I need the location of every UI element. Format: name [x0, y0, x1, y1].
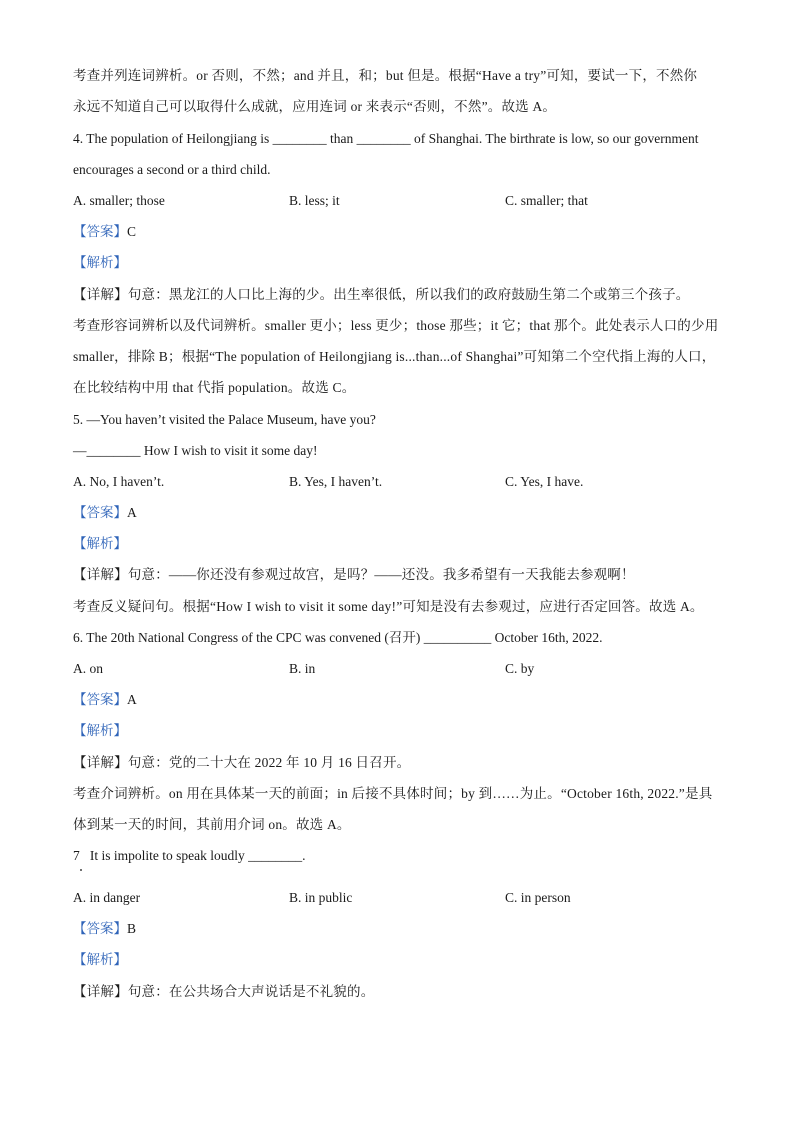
q6-analysis — [73, 722, 127, 740]
q6-detail — [73, 754, 410, 772]
q5-detail-text: 句意：——你还没有参观过故宫，是吗？——还没。我多希望有一天我能去参观啊！ — [127, 567, 635, 582]
q4-answer — [73, 223, 136, 241]
q6-detail-text: 句意：党的二十大在 2022 年 10 月 16 日召开。 — [127, 755, 411, 770]
q5-option-b: B. Yes, I haven’t. — [289, 474, 383, 489]
detail-tag: 【详解】 — [73, 984, 128, 999]
q4-detail-text: 句意：黑龙江的人口比上海的少。出生率很低，所以我们的政府鼓励生第二个或第三个孩子。 — [127, 287, 690, 302]
detail-tag: 【详解】 — [73, 755, 128, 770]
q5-answer-value: A — [127, 505, 137, 520]
q5-option-c: C. Yes, I have. — [505, 474, 584, 489]
q6-option-b: B. in — [289, 661, 316, 676]
q6-stem-line-1: 6. The 20th National Congress of the CPC was convened (召开) __________ October 16th, 2022. — [73, 630, 603, 645]
q7-option-c: C. in person — [505, 890, 571, 905]
q6-option-a: A. on — [73, 661, 103, 676]
q4-detail — [73, 286, 690, 304]
analysis-tag: 【解析】 — [73, 255, 127, 270]
q4-stem-line-2: encourages a second or a third child. — [73, 162, 271, 177]
q4-stem-line-1: 4. The population of Heilongjiang is ________ than ________ of Shanghai. The birthrate is low, so our government — [73, 131, 699, 146]
prev-explanation-line-1: 考查并列连词辨析。or 否则，不然；and 并且，和；but 但是。根据“Have a try”可知，要试一下，不然你 — [73, 68, 698, 83]
q6-explanation-line-1: 考查介词辨析。on 用在具体某一天的前面；in 后接不具体时间；by 到……为止。“October 16th, 2022.”是具 — [73, 786, 713, 801]
detail-tag: 【详解】 — [73, 287, 128, 302]
q4-analysis — [73, 254, 127, 272]
answer-tag: 【答案】 — [73, 692, 127, 707]
prev-explanation-line-2: 永远不知道自己可以取得什么成就，应用连词 or 来表示“否则，不然”。故选 A。 — [73, 99, 557, 114]
q4-explanation-line-1: 考查形容词辨析以及代词辨析。smaller 更小；less 更少；those 那些；it 它；that 那个。此处表示人口的少用 — [73, 318, 719, 333]
q7-option-b: B. in public — [289, 890, 353, 905]
q5-option-a: A. No, I haven’t. — [73, 474, 165, 489]
q4-option-a: A. smaller; those — [73, 193, 165, 208]
q6-explanation-line-2: 体到某一天的时间，其前用介词 on。故选 A。 — [73, 817, 351, 832]
q6-answer — [73, 691, 137, 709]
q7-detail-text: 句意：在公共场合大声说话是不礼貌的。 — [127, 984, 375, 999]
q7-option-a: A. in danger — [73, 890, 141, 905]
q5-stem-line-2: —________ How I wish to visit it some day! — [73, 443, 318, 458]
q5-detail — [73, 566, 635, 584]
stray-dot — [80, 869, 82, 871]
q4-option-c: C. smaller; that — [505, 193, 588, 208]
q5-stem-line-1: 5. —You haven’t visited the Palace Museum, have you? — [73, 412, 376, 427]
q5-answer — [73, 504, 137, 522]
q5-analysis — [73, 535, 127, 553]
q7-answer-value: B — [127, 921, 137, 936]
q4-explanation-line-2: smaller，排除 B；根据“The population of Heilongjiang is...than...of Shanghai”可知第二个空代指上海的人口， — [73, 349, 716, 364]
answer-tag: 【答案】 — [73, 224, 127, 239]
q7-detail — [73, 983, 374, 1001]
q7-answer — [73, 920, 136, 938]
answer-tag: 【答案】 — [73, 505, 127, 520]
q6-answer-value: A — [127, 692, 137, 707]
answer-tag: 【答案】 — [73, 921, 127, 936]
q4-answer-value: C — [127, 224, 137, 239]
analysis-tag: 【解析】 — [73, 952, 127, 967]
analysis-tag: 【解析】 — [73, 536, 127, 551]
q7-stem-line-1: 7 It is impolite to speak loudly ________. — [73, 848, 306, 863]
q7-analysis — [73, 951, 127, 969]
q5-explanation-line-1: 考查反义疑问句。根据“How I wish to visit it some day!”可知是没有去参观过，应进行否定回答。故选 A。 — [73, 599, 704, 614]
detail-tag: 【详解】 — [73, 567, 128, 582]
analysis-tag: 【解析】 — [73, 723, 127, 738]
q4-explanation-line-3: 在比较结构中用 that 代指 population。故选 C。 — [73, 380, 356, 395]
q6-option-c: C. by — [505, 661, 535, 676]
q4-option-b: B. less; it — [289, 193, 340, 208]
